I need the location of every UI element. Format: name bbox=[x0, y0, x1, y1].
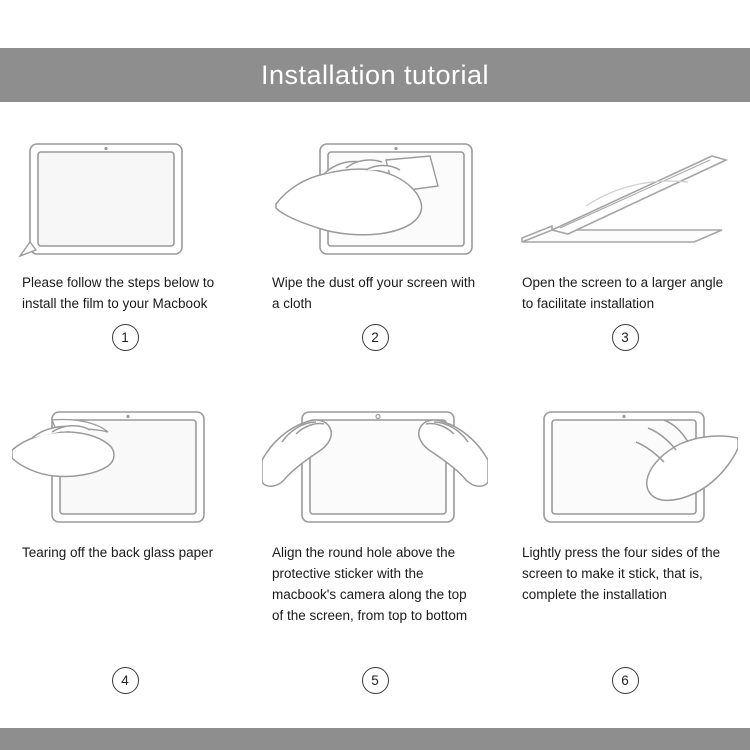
step-1-illustration bbox=[12, 138, 238, 258]
steps-row-1 bbox=[0, 130, 750, 400]
footer-bar bbox=[0, 728, 750, 750]
page-title: Installation tutorial bbox=[260, 59, 490, 90]
step-6-illustration bbox=[512, 408, 738, 528]
step-card-5 bbox=[250, 400, 500, 700]
step-5-number: 5 bbox=[362, 667, 389, 694]
step-3-illustration bbox=[512, 138, 738, 258]
step-4-number: 4 bbox=[112, 667, 139, 694]
step-2-caption: Wipe the dust off your screen with a cloth bbox=[272, 275, 476, 311]
step-card-3 bbox=[500, 130, 750, 400]
steps-grid bbox=[0, 130, 750, 700]
step-card-1 bbox=[0, 130, 250, 400]
top-whitespace bbox=[0, 0, 750, 48]
step-6-caption: Lightly press the four sides of the screen to make it stick, that is, complete the installation bbox=[522, 545, 721, 602]
step-3-number: 3 bbox=[612, 324, 639, 351]
header-bar bbox=[0, 48, 750, 102]
step-card-2 bbox=[250, 130, 500, 400]
step-3-caption: Open the screen to a larger angle to facilitate installation bbox=[522, 275, 724, 311]
step-2-number: 2 bbox=[362, 324, 389, 351]
step-6-number: 6 bbox=[612, 667, 639, 694]
step-5-caption: Align the round hole above the protective sticker with the macbook's camera along the top of the screen, from top to bottom bbox=[272, 545, 468, 623]
step-4-illustration bbox=[12, 408, 238, 528]
step-1-number: 1 bbox=[112, 324, 139, 351]
steps-row-2 bbox=[0, 400, 750, 700]
step-1-caption: Please follow the steps below to install the film to your Macbook bbox=[22, 275, 215, 311]
step-5-illustration bbox=[262, 408, 488, 528]
step-2-illustration bbox=[262, 138, 488, 258]
step-card-6 bbox=[500, 400, 750, 700]
step-card-4 bbox=[0, 400, 250, 700]
step-4-caption: Tearing off the back glass paper bbox=[22, 545, 214, 560]
